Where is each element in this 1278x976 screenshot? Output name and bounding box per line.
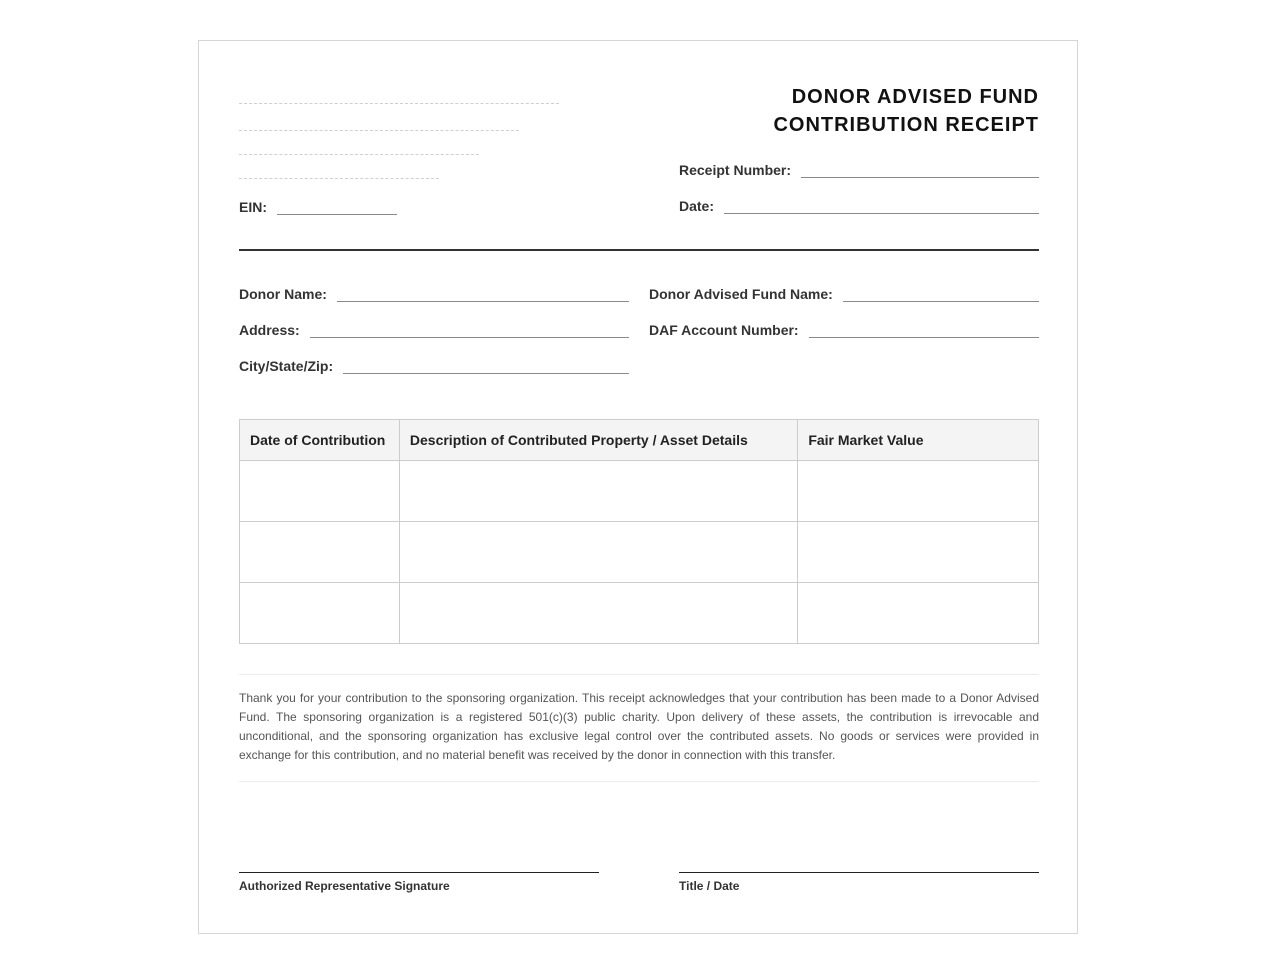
date-row (679, 195, 1039, 214)
date-field[interactable] (724, 195, 1039, 214)
date-label: Date: (679, 198, 715, 214)
org-city-line[interactable] (239, 154, 479, 155)
header-date-of-contribution: Date of Contribution (240, 420, 400, 461)
header-fair-market-value: Fair Market Value (798, 420, 1039, 461)
cell-date[interactable] (240, 522, 400, 583)
fund-name-field[interactable] (843, 283, 1039, 302)
signature-line[interactable] (239, 872, 599, 873)
fund-name-label: Donor Advised Fund Name: (649, 286, 833, 302)
donor-name-field[interactable] (337, 283, 629, 302)
title-date-label: Title / Date (679, 879, 740, 893)
address-row (239, 319, 629, 338)
org-name-line[interactable] (239, 103, 559, 104)
header-divider (239, 249, 1039, 251)
ein-label: EIN: (239, 199, 267, 215)
org-address-line[interactable] (239, 130, 519, 131)
city-state-zip-field[interactable] (343, 355, 629, 374)
account-number-row (649, 319, 1039, 338)
receipt-number-field[interactable] (801, 159, 1039, 178)
title-line-2: CONTRIBUTION RECEIPT (773, 114, 1039, 136)
title-date-line[interactable] (679, 872, 1039, 873)
cell-value[interactable] (798, 522, 1039, 583)
ein-row (239, 196, 397, 215)
donor-name-label: Donor Name: (239, 286, 327, 302)
cell-description[interactable] (399, 522, 797, 583)
receipt-content (239, 41, 1039, 933)
acknowledgment-text: Thank you for your contribution to the sponsoring organization. This receipt acknowledges that your contribution has been made to a Donor Advised Fund. The sponsoring organization is a registered 501(c)(3) public charity. Upon delivery of these assets, the contribution is irrevocable and unconditional, and the sponsoring organization has exclusive legal control over the contributed assets. No goods or services were provided in exchange for this contribution, and no material benefit was received by the donor in connection with this transfer. (239, 691, 1039, 762)
contributions-table (239, 419, 1039, 644)
receipt-number-row (679, 159, 1039, 178)
title-line-1: DONOR ADVISED FUND (791, 86, 1039, 108)
table-row (240, 461, 1039, 522)
receipt-page (198, 40, 1078, 934)
donor-name-row (239, 283, 629, 302)
page-title (773, 83, 1039, 139)
city-state-zip-row (239, 355, 629, 374)
address-field[interactable] (310, 319, 629, 338)
ein-field[interactable] (277, 196, 397, 215)
cell-date[interactable] (240, 583, 400, 644)
cell-description[interactable] (399, 583, 797, 644)
table-header-row (240, 420, 1039, 461)
receipt-number-label: Receipt Number: (679, 162, 792, 178)
address-label: Address: (239, 322, 300, 338)
org-contact-line[interactable] (239, 178, 439, 179)
city-state-zip-label: City/State/Zip: (239, 358, 334, 374)
account-number-label: DAF Account Number: (649, 322, 799, 338)
notice-top-divider (239, 674, 1039, 675)
account-number-field[interactable] (809, 319, 1039, 338)
notice-bottom-divider (239, 781, 1039, 782)
cell-value[interactable] (798, 461, 1039, 522)
header-description: Description of Contributed Property / Asset Details (399, 420, 797, 461)
cell-value[interactable] (798, 583, 1039, 644)
fund-name-row (649, 283, 1039, 302)
signature-label: Authorized Representative Signature (239, 879, 450, 893)
cell-description[interactable] (399, 461, 797, 522)
table-row (240, 583, 1039, 644)
cell-date[interactable] (240, 461, 400, 522)
table-row (240, 522, 1039, 583)
